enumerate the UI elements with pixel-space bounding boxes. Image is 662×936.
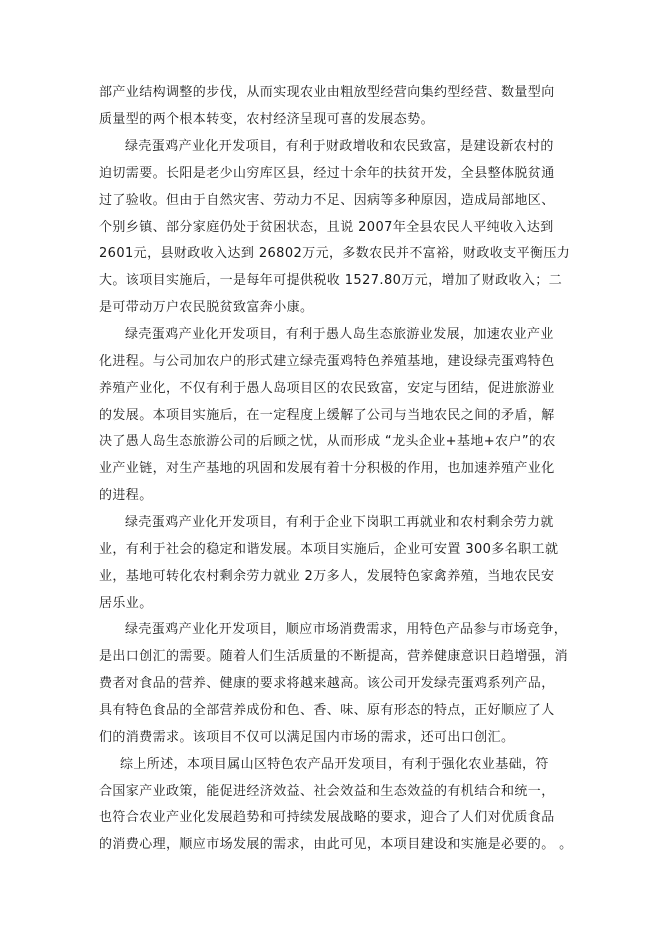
text-line: 业，有利于社会的稳定和谐发展。本项目实施后，企业可安置 300多名职工就	[99, 542, 559, 557]
text-line: 业产业链，对生产基地的巩固和发展有着十分积极的作用，也加速养殖产业化	[99, 461, 555, 476]
text-line: 综上所述，本项目属山区特色农产品开发项目，有利于强化农业基础，符	[120, 757, 549, 772]
text-line: 是出口创汇的需要。随着人们生活质量的不断提高，营养健康意识日趋增强，消	[99, 649, 569, 664]
text-line: 养殖产业化，不仅有利于愚人岛项目区的农民致富，安定与团结，促进旅游业	[99, 381, 555, 396]
text-line: 化进程。与公司加农户的形式建立绿壳蛋鸡特色养殖基地，建设绿壳蛋鸡特色	[99, 354, 555, 369]
text-line: 质量型的两个根本转变，农村经济呈现可喜的发展态势。	[99, 112, 435, 127]
text-line: 部产业结构调整的步伐，从而实现农业由粗放型经营向集约型经营、数量型向	[99, 85, 555, 100]
text-line: 绿壳蛋鸡产业化开发项目，有利于企业下岗职工再就业和农村剩余劳力就	[125, 515, 554, 530]
text-line: 绿壳蛋鸡产业化开发项目，顺应市场消费需求，用特色产品参与市场竞争，	[125, 622, 568, 637]
text-line: 的消费心理，顺应市场发展的需求，由此可见，本项目建设和实施是必要的。 。	[99, 837, 573, 852]
text-line: 绿壳蛋鸡产业化开发项目，有利于愚人岛生态旅游业发展，加速农业产业	[125, 327, 554, 342]
text-line: 个别乡镇、部分家庭仍处于贫困状态，且说 2007年全县农民人平纯收入达到	[99, 220, 554, 235]
text-line: 决了愚人岛生态旅游公司的后顾之忧，从而形成 “龙头企业+基地+农户”的农	[99, 434, 556, 449]
text-line: 费者对食品的营养、健康的要求将越来越高。该公司开发绿壳蛋鸡系列产品，	[99, 676, 555, 691]
text-line: 的发展。本项目实施后，在一定程度上缓解了公司与当地农民之间的矛盾，解	[99, 408, 555, 423]
text-line: 大。该项目实施后，一是每年可提供税收 1527.80万元，增加了财政收入；二	[99, 273, 563, 288]
text-line: 过了验收。但由于自然灾害、劳动力不足、因病等多种原因，造成局部地区、	[99, 193, 555, 208]
text-line: 2601元，县财政收入达到 26802万元，多数农民并不富裕，财政收支平衡压力	[99, 246, 571, 261]
text-line: 具有特色食品的全部营养成份和色、香、味、原有形态的特点，正好顺应了人	[99, 703, 555, 718]
text-line: 居乐业。	[99, 596, 153, 611]
text-line: 迫切需要。长阳是老少山穷库区县，经过十余年的扶贫开发，全县整体脱贫通	[99, 166, 555, 181]
text-line: 也符合农业产业化发展趋势和可持续发展战略的要求，迎合了人们对优质食品	[99, 810, 555, 825]
text-line: 的进程。	[99, 488, 153, 503]
text-line: 是可带动万户农民脱贫致富奔小康。	[99, 300, 314, 315]
text-line: 业，基地可转化农村剩余劳力就业 2万多人，发展特色家禽养殖，当地农民安	[99, 569, 555, 584]
text-line: 合国家产业政策，能促进经济效益、社会效益和生态效益的有机结合和统一，	[99, 784, 555, 799]
text-line: 们的消费需求。该项目不仅可以满足国内市场的需求，还可出口创汇。	[99, 730, 515, 745]
text-line: 绿壳蛋鸡产业化开发项目，有利于财政增收和农民致富，是建设新农村的	[125, 139, 554, 154]
